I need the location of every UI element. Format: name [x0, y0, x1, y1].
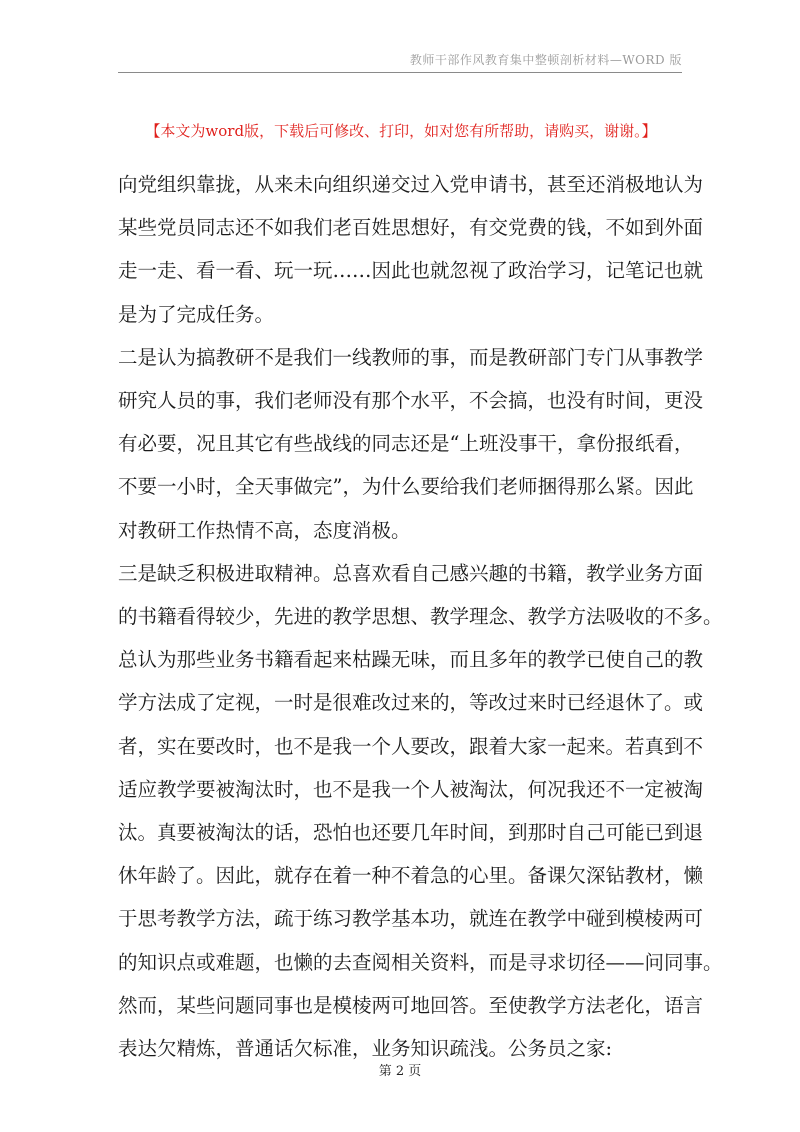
text-line: 总认为那些业务书籍看起来枯躁无味，而且多年的教学已使自己的教: [118, 648, 704, 672]
text-line: 于思考教学方法，疏于练习教学基本功，就连在教学中碰到模棱两可: [118, 907, 704, 931]
page-number: 第 2 页: [378, 1064, 422, 1079]
text-line: 汰。真要被淘汰的话，恐怕也还要几年时间，到那时自己可能已到退: [118, 821, 704, 845]
text-line: 然而，某些问题同事也是模棱两可地回答。至使教学方法老化，语言: [118, 993, 704, 1017]
text-line: 的书籍看得较少，先进的教学思想、教学理念、教学方法吸收的不多。: [118, 605, 723, 629]
text-line: 学方法成了定视，一时是很难改过来的，等改过来时已经退休了。或: [118, 691, 704, 715]
text-line: 研究人员的事，我们老师没有那个水平，不会搞，也没有时间，更没: [118, 389, 704, 413]
text-line: 某些党员同志还不如我们老百姓思想好，有交党费的钱，不如到外面: [118, 216, 704, 240]
text-line: 的知识点或难题，也懒的去查阅相关资料，而是寻求切径——问同事。: [118, 950, 723, 974]
text-line: 表达欠精炼，普通话欠标准，业务知识疏浅。公务员之家:: [118, 1037, 613, 1061]
paragraph-3: [118, 552, 723, 1070]
header-title: 教师干部作风教育集中整顿剖析材料—WORD 版: [409, 53, 682, 67]
text-line: 走一走、看一看、玩一玩……因此也就忽视了政治学习，记笔记也就: [118, 259, 704, 283]
text-line: 有必要，况且其它有些战线的同志还是“上班没事干，拿份报纸看，: [118, 432, 694, 456]
text-line: 向党组织靠拢，从来未向组织递交过入党申请书，甚至还消极地认为: [118, 173, 704, 196]
purchase-notice: 【本文为word版，下载后可修改、打印，如对您有所帮助，请购买，谢谢。】: [145, 122, 657, 140]
text-line: 休年龄了。因此，就存在着一种不着急的心里。备课欠深钻教材，懒: [118, 864, 704, 888]
text-line: 适应教学要被淘汰时，也不是我一个人被淘汰，何况我还不一定被淘: [118, 777, 704, 801]
header-divider: [118, 72, 682, 73]
paragraph-1: [118, 163, 704, 336]
body-text: [118, 163, 723, 1070]
text-line: 不要一小时，全天事做完”，为什么要给我们老师捆得那么紧。因此: [118, 475, 694, 499]
text-line: 者，实在要改时，也不是我一个人要改，跟着大家一起来。若真到不: [118, 734, 704, 758]
text-line: 是为了完成任务。: [118, 302, 275, 326]
text-line: 三是缺乏积极进取精神。总喜欢看自己感兴趣的书籍，教学业务方面: [118, 561, 704, 585]
paragraph-2: [118, 336, 704, 552]
text-line: 对教研工作热情不高，态度消极。: [118, 518, 411, 542]
text-line: 二是认为搞教研不是我们一线教师的事，而是教研部门专门从事教学: [118, 345, 704, 369]
